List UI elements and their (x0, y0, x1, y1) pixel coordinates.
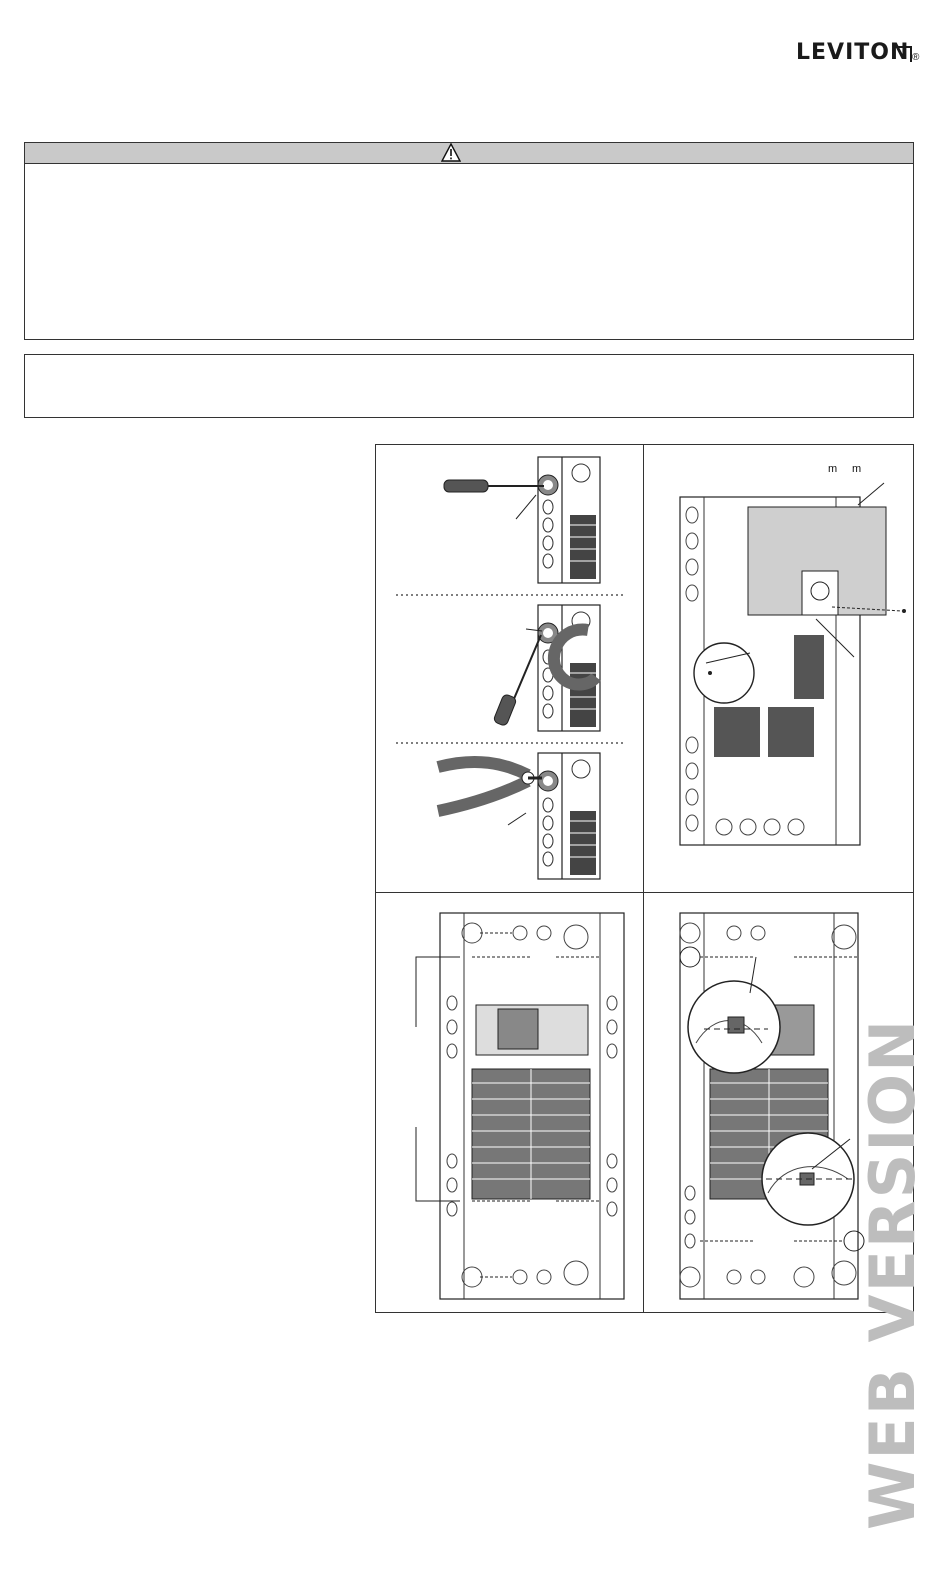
warning-header-bar (25, 143, 913, 164)
installation-figure-grid (375, 444, 914, 1313)
panel-mounting-illustration (376, 893, 643, 1312)
brand-name: LEVITON (796, 40, 910, 65)
web-version-watermark: WEB VERSION (856, 1018, 929, 1530)
knockout-removal-illustration (376, 445, 643, 892)
notice-box (24, 354, 914, 418)
warning-triangle-icon (441, 143, 461, 162)
callout-label: m (828, 463, 838, 475)
warning-box (24, 142, 914, 340)
logo-corner-mark (894, 46, 912, 62)
registered-mark: ® (912, 52, 920, 63)
callout-label: m (852, 463, 862, 475)
leviton-logo (796, 40, 926, 70)
cover-installation-illustration (644, 445, 913, 892)
